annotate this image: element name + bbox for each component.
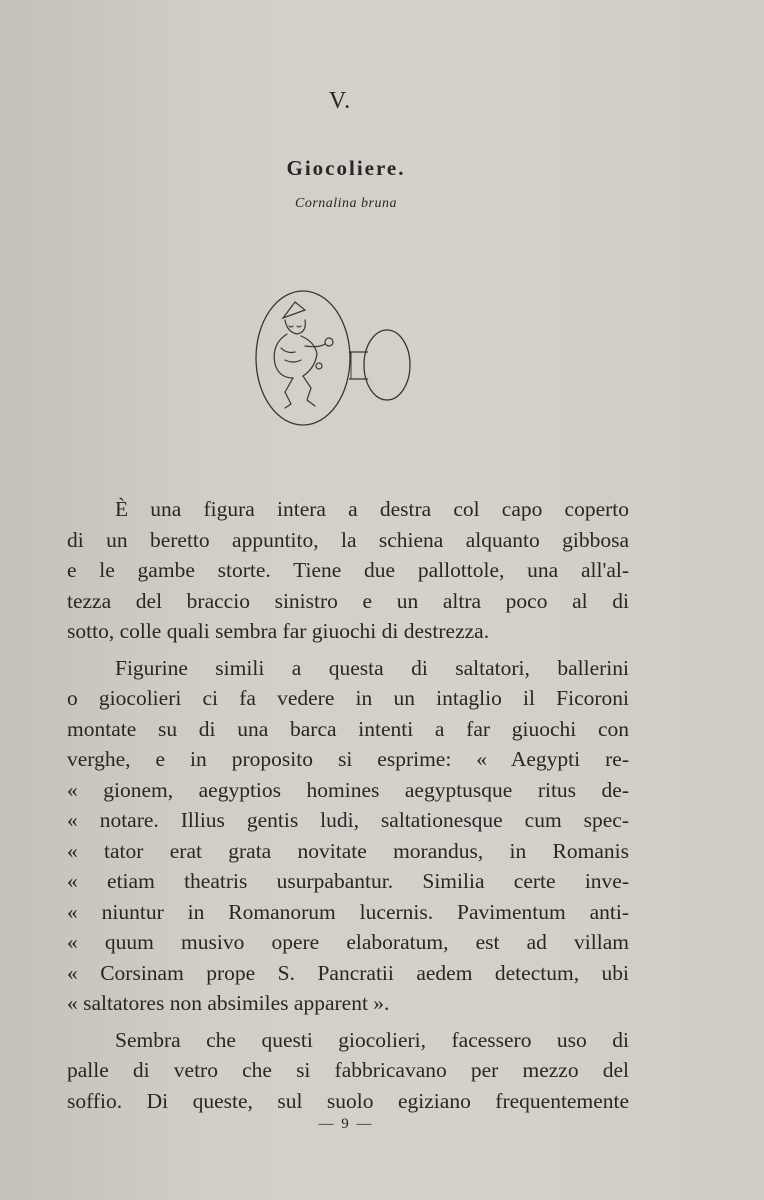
text-line: « etiam theatris usurpabantur. Similia certe inve- xyxy=(67,869,629,893)
text-line: « Corsinam prope S. Pancratii aedem detectum, ubi xyxy=(67,960,629,985)
text-line: verghe, e in proposito si esprime: « Aegypti re- xyxy=(67,747,629,771)
section-subtitle: Cornalina bruna xyxy=(294,196,397,211)
page-number: — 9 — xyxy=(318,1116,374,1132)
paragraph xyxy=(67,494,629,647)
text-line: di un beretto appuntito, la schiena alquanto gibbosa xyxy=(67,527,629,552)
text-line: Sembra che questi giocolieri, facessero uso di xyxy=(115,1027,629,1052)
text-line: « notare. Illius gentis ludi, saltationesque cum spec- xyxy=(67,808,629,832)
text-line: « gionem, aegyptios homines aegyptusque ritus de- xyxy=(67,777,629,802)
text-line: montate su di una barca intenti a far giuochi con xyxy=(67,716,629,741)
text-line: tezza del braccio sinistro e un altra poco al di xyxy=(67,588,629,613)
paragraph xyxy=(67,653,629,1019)
section-title: Giocoliere. xyxy=(286,156,406,180)
paragraph xyxy=(67,1025,629,1117)
text-line: o giocolieri ci fa vedere in un intaglio il Ficoroni xyxy=(67,686,629,710)
text-line: È una figura intera a destra col capo coperto xyxy=(115,497,629,521)
text-line: soffio. Di queste, sul suolo egiziano frequentemente xyxy=(67,1088,629,1113)
text-line: e le gambe storte. Tiene due pallottole, una all'al- xyxy=(67,558,629,582)
chapter-number: V. xyxy=(328,88,352,114)
text-line: Figurine simili a questa di saltatori, ballerini xyxy=(115,655,629,680)
body-text xyxy=(67,494,629,1122)
gem-illustration xyxy=(245,288,420,430)
text-line: « quum musivo opere elaboratum, est ad villam xyxy=(67,930,629,954)
text-line: sotto, colle quali sembra far giuochi di destrezza. xyxy=(67,619,490,643)
text-line: « saltatores non absimiles apparent ». xyxy=(67,991,390,1015)
text-line: palle di vetro che si fabbricavano per mezzo del xyxy=(67,1058,629,1082)
text-line: « tator erat grata novitate morandus, in Romanis xyxy=(67,838,629,863)
text-line: « niuntur in Romanorum lucernis. Pavimentum anti- xyxy=(67,899,629,924)
